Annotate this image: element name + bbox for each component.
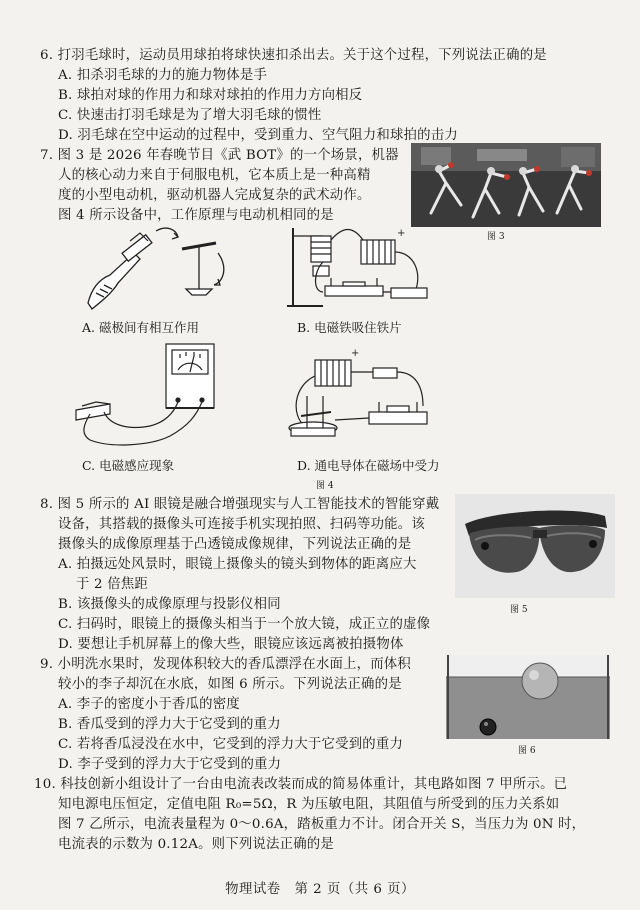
q8-stem-line2: 设备，其搭载的摄像头可连接手机实现拍照、扫码等功能。该 bbox=[58, 517, 425, 532]
figure4b-plus-sign: + bbox=[397, 228, 406, 239]
figure4a-caption: A. 磁极间有相互作用 bbox=[82, 320, 199, 335]
figure4b-electromagnet-diagram bbox=[283, 222, 441, 314]
q6-option-b: B. 球拍对球的作用力和球对球拍的作用力方向相反 bbox=[58, 88, 363, 103]
q8-option-b: B. 该摄像头的成像原理与投影仪相同 bbox=[58, 597, 281, 612]
q10-stem-line1: 10. 科技创新小组设计了一台由电流表改装而成的简易体重计，其电路如图 7 甲所示。已 bbox=[34, 777, 568, 792]
figure4-label: 图 4 bbox=[316, 481, 334, 491]
q7-stem-line2: 人的核心动力来自于伺服电机，它本质上是一种高精 bbox=[58, 168, 371, 183]
q7-stem-line3: 度的小型电动机，驱动机器人完成复杂的武术动作。 bbox=[58, 188, 371, 203]
q8-stem-line3: 摄像头的成像原理基于凸透镜成像规律，下列说法正确的是 bbox=[58, 537, 412, 552]
figure3-label: 图 3 bbox=[487, 232, 505, 242]
figure4c-induction-diagram bbox=[70, 340, 232, 452]
q10-stem-line2: 知电源电压恒定，定值电阻 R₀=5Ω，R 为压敏电阻，其阻值与所受到的压力关系如 bbox=[58, 797, 560, 812]
figure4d-caption: D. 通电导体在磁场中受力 bbox=[297, 458, 440, 473]
q9-option-c: C. 若将香瓜浸没在水中，它受到的浮力大于它受到的重力 bbox=[58, 737, 404, 752]
figure5-ai-glasses-photo bbox=[455, 494, 615, 598]
q9-option-d: D. 李子受到的浮力大于它受到的重力 bbox=[58, 757, 282, 772]
q8-stem-line1: 8. 图 5 所示的 AI 眼镜是融合增强现实与人工智能技术的智能穿戴 bbox=[40, 497, 440, 512]
q9-stem-line1: 9. 小明洗水果时，发现体积较大的香瓜漂浮在水面上，而体积 bbox=[40, 657, 411, 672]
q7-stem-line1: 7. 图 3 是 2026 年春晚节目《武 BOT》的一个场景，机器 bbox=[40, 148, 399, 163]
figure5-label: 图 5 bbox=[510, 605, 528, 615]
q9-stem-line2: 较小的李子却沉在水底，如图 6 所示。下列说法正确的是 bbox=[58, 677, 402, 692]
figure4c-caption: C. 电磁感应现象 bbox=[82, 458, 175, 473]
q10-stem-line3: 图 7 乙所示，电流表量程为 0～0.6A，踏板重力不计。闭合开关 S，当压力为 0N 时， bbox=[58, 817, 586, 832]
q8-option-a-line1: A. 拍摄远处风景时，眼镜上摄像头的镜头到物体的距离应大 bbox=[58, 557, 417, 572]
q10-stem-line4: 电流表的示数为 0.12A。则下列说法正确的是 bbox=[58, 837, 334, 852]
figure4d-plus-sign: + bbox=[351, 348, 360, 359]
figure4b-caption: B. 电磁铁吸住铁片 bbox=[297, 320, 402, 335]
figure3-robot-photo bbox=[411, 143, 601, 227]
q8-option-a-line2: 于 2 倍焦距 bbox=[76, 577, 148, 592]
q7-stem-line4: 图 4 所示设备中，工作原理与电动机相同的是 bbox=[58, 208, 334, 223]
q6-option-d: D. 羽毛球在空中运动的过程中，受到重力、空气阻力和球拍的击力 bbox=[58, 128, 458, 143]
page-footer: 物理试卷 第 2 页（共 6 页） bbox=[225, 882, 415, 897]
figure6-fruit-tank-photo bbox=[446, 655, 610, 739]
q6-stem: 6. 打羽毛球时，运动员用球拍将球快速扣杀出去。关于这个过程，下列说法正确的是 bbox=[40, 48, 547, 63]
q6-option-c: C. 快速击打羽毛球是为了增大羽毛球的惯性 bbox=[58, 108, 322, 123]
q9-option-b: B. 香瓜受到的浮力大于它受到的重力 bbox=[58, 717, 281, 732]
figure4d-motor-principle-diagram bbox=[283, 346, 443, 452]
q8-option-c: C. 扫码时，眼镜上的摄像头相当于一个放大镜，成正立的虚像 bbox=[58, 617, 431, 632]
q8-option-d: D. 要想让手机屏幕上的像大些，眼镜应该远离被拍摄物体 bbox=[58, 637, 404, 652]
q9-option-a: A. 李子的密度小于香瓜的密度 bbox=[58, 697, 240, 712]
figure4a-magnet-diagram bbox=[78, 223, 228, 313]
q6-option-a: A. 扣杀羽毛球的力的施力物体是手 bbox=[58, 68, 268, 83]
figure6-label: 图 6 bbox=[518, 746, 536, 756]
